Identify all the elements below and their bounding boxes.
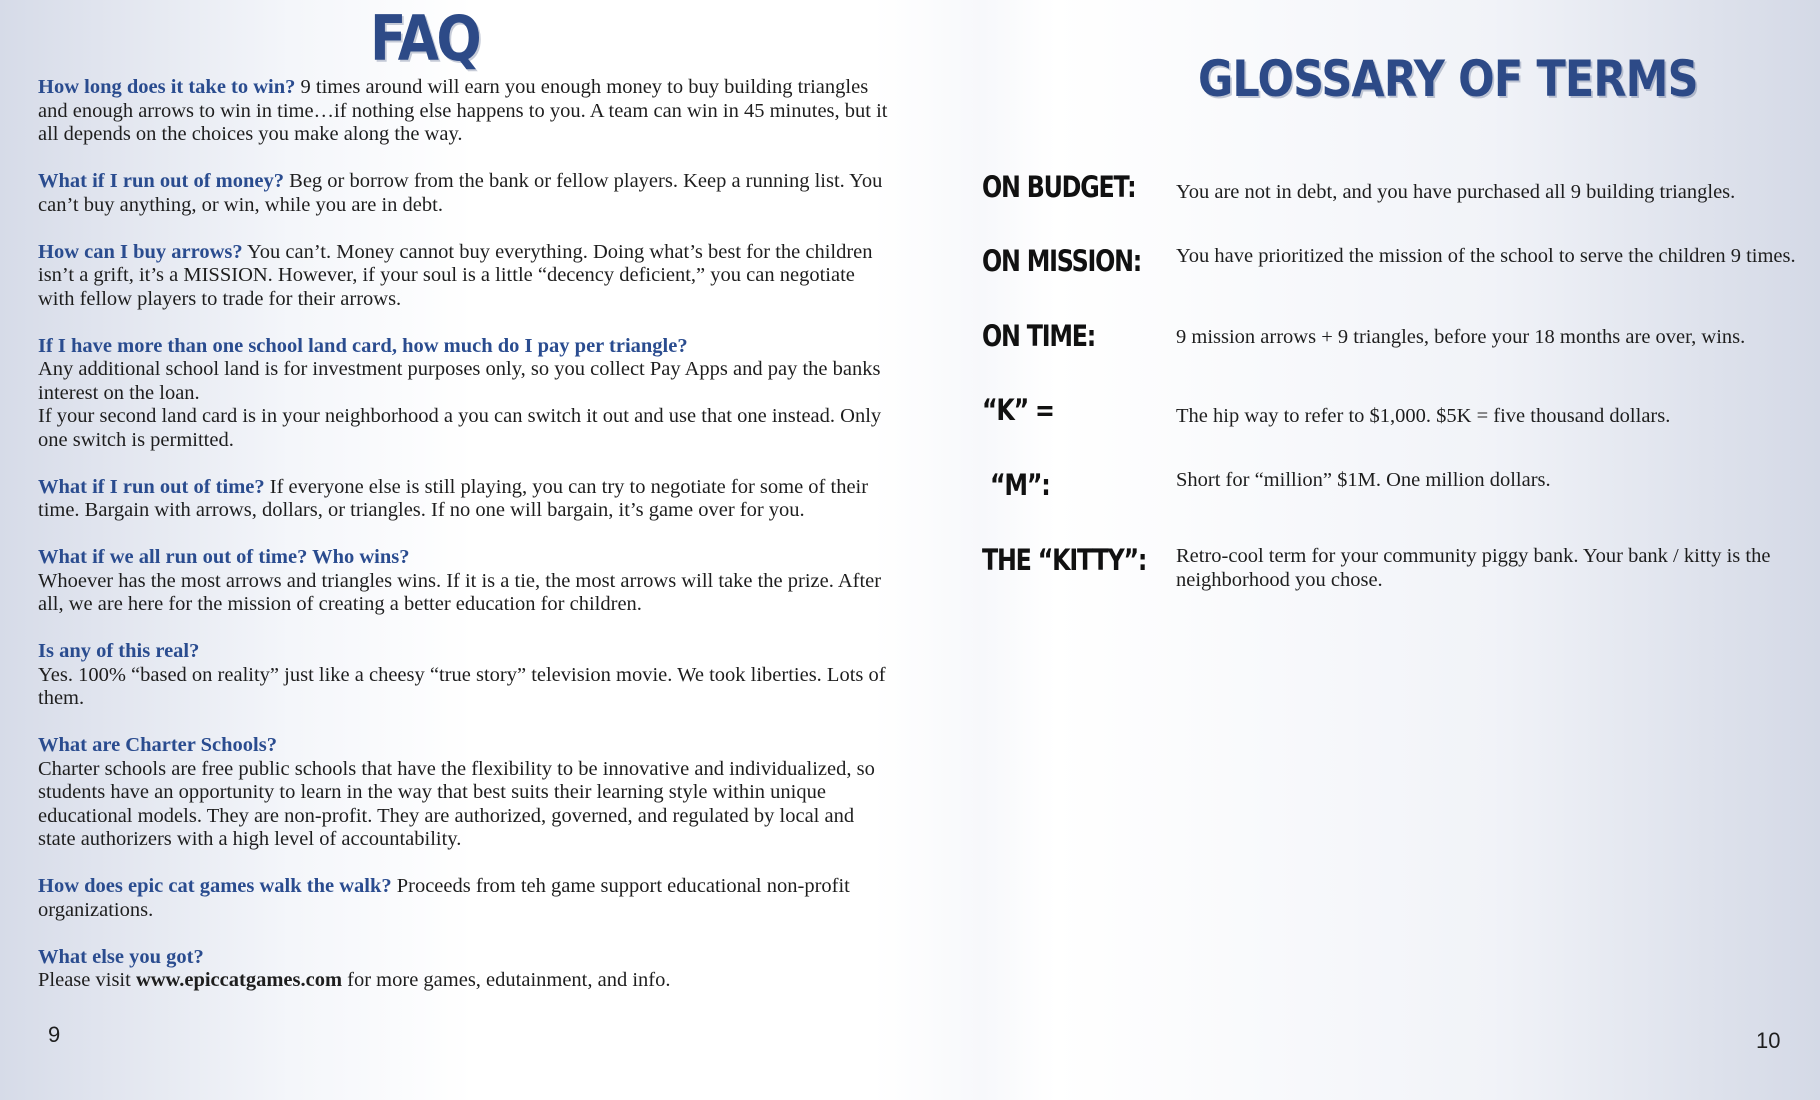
glossary-definition: Retro-cool term for your community piggy bank. Your bank / kitty is the neighborhood you chose. <box>1176 545 1771 591</box>
faq-question: What if we all run out of time? Who wins? <box>38 546 410 568</box>
faq-item <box>38 76 890 147</box>
faq-item <box>38 476 890 523</box>
faq-question: If I have more than one school land card, how much do I pay per triangle? <box>38 334 688 357</box>
glossary-definition: Short for “million” $1M. One million dollars. <box>1176 469 1551 491</box>
faq-question: What if I run out of money? <box>38 170 285 192</box>
glossary-definition: The hip way to refer to $1,000. $5K = five thousand dollars. <box>1176 405 1671 427</box>
page-number: 9 <box>48 1022 61 1047</box>
faq-answer: Proceeds from teh game support educational non-profit organizations. <box>38 875 850 921</box>
glossary-definition: You have prioritized the mission of the school to serve the children 9 times. <box>1176 245 1796 267</box>
faq-answer: Any additional school land is for investment purposes only, so you collect Pay Apps and pay the banks interest on the loan. <box>38 358 881 404</box>
faq-question: How long does it take to win? <box>38 76 296 98</box>
glossary-term: ON TIME: <box>982 319 1096 353</box>
faq-answer: You can’t. Money cannot buy everything. Doing what’s best for the children isn’t a grift, it’s a MISSION. However, if your soul is a little “decency deficient,” you can negotiate with fellow players to trade for their arrows. <box>38 240 873 310</box>
faq-answer-continued: If your second land card is in your neighborhood a you can switch it out and use that one instead. Only one switch is permitted. <box>38 405 882 451</box>
faq-title: FAQ <box>370 2 480 75</box>
faq-answer <box>38 969 890 993</box>
faq-item <box>38 875 890 922</box>
glossary-title: GLOSSARY OF TERMS <box>1198 50 1698 108</box>
glossary-term: THE “KITTY”: <box>982 543 1147 577</box>
faq-list <box>38 76 890 1016</box>
faq-question: What are Charter Schools? <box>38 734 277 756</box>
faq-answer: Beg or borrow from the bank or fellow players. Keep a running list. You can’t buy anything, or win, while you are in debt. <box>38 170 883 216</box>
faq-answer: Yes. 100% “based on reality” just like a cheesy “true story” television movie. We took liberties. Lots of them. <box>38 663 886 709</box>
faq-answer-text: Please visit <box>38 969 136 991</box>
glossary-term: ON MISSION: <box>982 244 1142 278</box>
faq-item <box>38 170 890 217</box>
faq-item <box>38 335 890 453</box>
faq-answer: If everyone else is still playing, you can try to negotiate for some of their time. Bargain with arrows, dollars, or triangles. If no one will bargain, it’s game over for you. <box>38 475 869 521</box>
website-link[interactable]: www.epiccatgames.com <box>135 969 343 991</box>
glossary-definition: You are not in debt, and you have purchased all 9 building triangles. <box>1176 181 1736 203</box>
faq-answer: 9 times around will earn you enough money to buy building triangles and enough arrows to win in time…if nothing else happens to you. A team can win in 45 minutes, but it all depends on the choices you make along the way. <box>38 76 888 145</box>
faq-item <box>38 946 890 993</box>
glossary-definition: 9 mission arrows + 9 triangles, before your 18 months are over, wins. <box>1176 326 1746 348</box>
glossary-term: “M”: <box>990 468 1050 502</box>
faq-answer: Charter schools are free public schools that have the flexibility to be innovative and individualized, so students have an opportunity to learn in the way that best suits their learning style within unique educational models. They are non-profit. They are authorized, governed, and regulated by local and state authorizers with a high level of accountability. <box>38 757 875 850</box>
faq-question: Is any of this real? <box>38 640 200 662</box>
faq-answer: Whoever has the most arrows and triangles wins. If it is a tie, the most arrows will take the prize. After all, we are here for the mission of creating a better education for children. <box>38 569 882 615</box>
glossary-term: ON BUDGET: <box>982 170 1136 204</box>
faq-question: What else you got? <box>38 945 204 968</box>
faq-item <box>38 734 890 852</box>
faq-item <box>38 241 890 312</box>
faq-item <box>38 640 890 711</box>
faq-question: What if I run out of time? <box>38 475 265 498</box>
glossary-term: “K” = <box>982 393 1054 427</box>
faq-question: How can I buy arrows? <box>38 240 243 263</box>
page-number: 10 <box>1756 1028 1781 1053</box>
faq-question: How does epic cat games walk the walk? <box>38 875 392 897</box>
faq-item <box>38 546 890 617</box>
right-page <box>910 0 1820 1100</box>
faq-answer-text: for more games, edutainment, and info. <box>342 969 671 991</box>
